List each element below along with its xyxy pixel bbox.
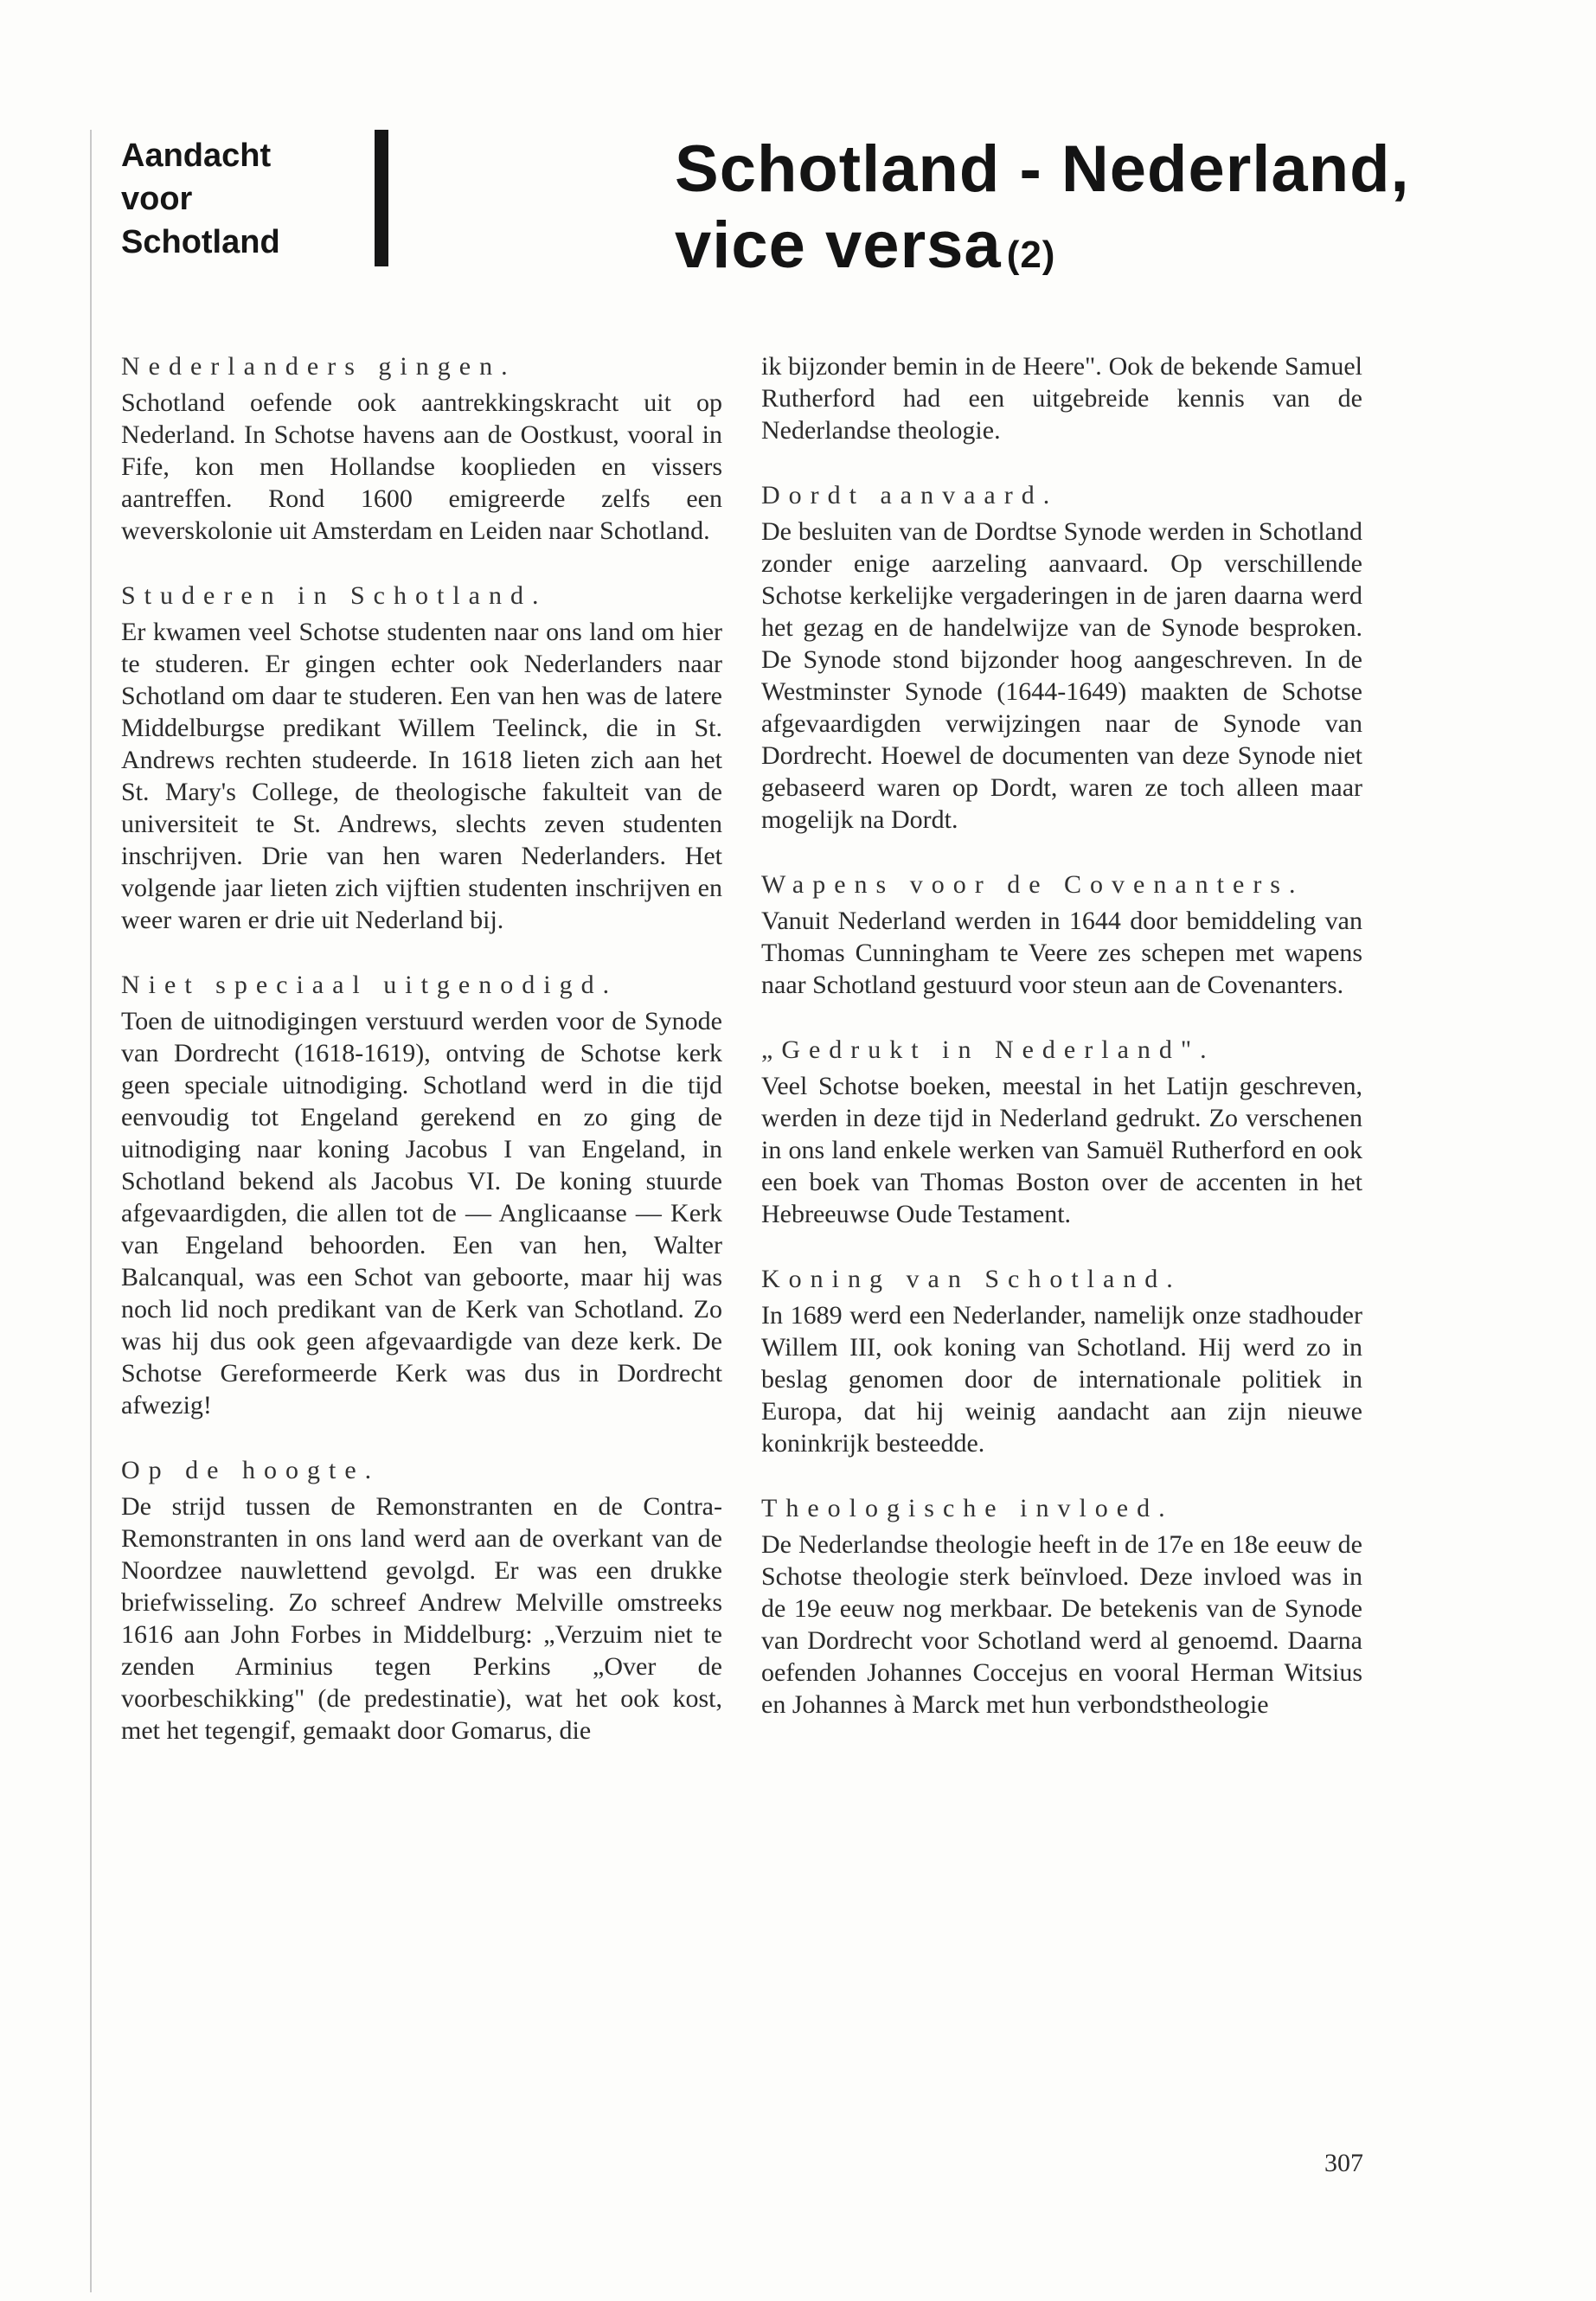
section-heading: Studeren in Schotland. [121, 581, 548, 610]
title-part-number: (2) [1006, 234, 1056, 276]
section-heading: Koning van Schotland. [761, 1265, 1182, 1293]
section-heading: Op de hoogte. [121, 1456, 381, 1484]
title-divider-bar [375, 130, 388, 266]
section-paragraph: Vanuit Nederland werden in 1644 door bemiddeling van Thomas Cunningham te Veere zes schepen met wapens naar Schotland gestuurd voor steun aan de Covenanters. [761, 907, 1362, 999]
section-kicker [121, 134, 346, 264]
section-paragraph: Er kwamen veel Schotse studenten naar ons land om hier te studeren. Er gingen echter ook Nederlanders naar Schotland om daar te studeren. Een van hen was de latere Middelburgse predikant Willem Teelinck, die in St. Andrews rechten studeerde. In 1618 lieten zich aan het St. Mary's College, de theologische fakulteit van de universiteit te St. Andrews, slechts zeven studenten inschrijven. Drie van hen waren Nederlanders. Het volgende jaar lieten zich vijftien studenten inschrijven en weer waren er drie uit Nederland bij. [121, 618, 722, 934]
article-title [675, 131, 1540, 293]
section-paragraph: De besluiten van de Dordtse Synode werden in Schotland zonder enige aarzeling aanvaard. Op verschillende Schotse kerkelijke vergaderingen in de jaren daarna werd het gezag en de handelwijze van de Synode besproken. De Synode stond bijzonder hoog aangeschreven. In de Westminster Synode (1644-1649) maakten de Schotse afgevaardigden verwijzingen naar de Synode van Dordrecht. Hoewel de documenten van deze Synode niet gebaseerd waren op Dordt, waren ze toch alleen maar mogelijk na Dordt. [761, 517, 1362, 834]
section-heading: Niet speciaal uitgenodigd. [121, 971, 619, 999]
section-heading: Theologische invloed. [761, 1494, 1174, 1522]
kicker-line: Aandacht [121, 138, 272, 174]
section-heading: Nederlanders gingen. [121, 352, 516, 381]
section-paragraph: De Nederlandse theologie heeft in de 17e en 18e eeuw de Schotse theologie sterk beïnvloed. Deze invloed was in de 19e eeuw nog merkbaar. De betekenis van de Synode van Dordrecht voor Schotland werd al genoemd. Daarna oefenden Johannes Coccejus en vooral Herman Witsius en Johannes à Marck met hun verbondstheologie [761, 1530, 1362, 1719]
section-paragraph: ik bijzonder bemin in de Heere". Ook de bekende Samuel Rutherford had een uitgebreide kennis van de Nederlandse theologie. [761, 352, 1362, 445]
kicker-line: Schotland [121, 224, 280, 260]
title-line-2 [675, 208, 1540, 293]
kicker-line: voor [121, 181, 193, 217]
section-paragraph: Toen de uitnodigingen verstuurd werden voor de Synode van Dordrecht (1618-1619), ontving de Schotse kerk geen speciale uitnodiging. Schotland werd in die tijd eenvoudig tot Engeland gerekend en zo ging de uitnodiging naar koning Jacobus I van Engeland, in Schotland bekend als Jacobus VI. De koning stuurde afgevaardigden, die allen tot de — Anglicaanse — Kerk van Engeland behoorden. Een van hen, Walter Balcanqual, was een Schot van geboorte, maar hij was noch lid noch predikant van de Kerk van Schotland. Zo was hij dus ook geen afgevaardigde van deze kerk. De Schotse Gereformeerde Kerk was dus in Dordrecht afwezig! [121, 1007, 722, 1420]
section-heading: „Gedrukt in Nederland". [761, 1035, 1215, 1064]
section-heading: Wapens voor de Covenanters. [761, 870, 1304, 899]
title-line-1: Schotland - Nederland, [675, 132, 1410, 206]
section-heading: Dordt aanvaard. [761, 481, 1059, 510]
section-paragraph: In 1689 werd een Nederlander, namelijk onze stadhouder Willem III, ook koning van Schotland. Hij werd zo in beslag genomen door de internationale politiek in Europa, dat hij weinig aandacht aan zijn nieuwe koninkrijk besteedde. [761, 1301, 1362, 1458]
title-text: vice versa [675, 208, 1002, 282]
left-column [121, 350, 722, 1747]
margin-rule [90, 130, 92, 2292]
section-paragraph: De strijd tussen de Remonstranten en de Contra-Remonstranten in ons land werd aan de overkant van de Noordzee nauwlettend gevolgd. Er was een drukke briefwisseling. Zo schreef Andrew Melville omstreeks 1616 aan John Forbes in Middelburg: „Verzuim niet te zenden Arminius tegen Perkins „Over de voorbeschikking" (de predestinatie), wat het ook kost, met het tegengif, gemaakt door Gomarus, die [121, 1492, 722, 1745]
page-number: 307 [1324, 2149, 1363, 2177]
section-paragraph: Veel Schotse boeken, meestal in het Latijn geschreven, werden in deze tijd in Nederland gedrukt. Zo verschenen in ons land enkele werken van Samuël Rutherford en ook een boek van Thomas Boston over de accenten in het Hebreeuwse Oude Testament. [761, 1072, 1362, 1228]
section-paragraph: Schotland oefende ook aantrekkingskracht uit op Nederland. In Schotse havens aan de Oostkust, vooral in Fife, kon men Hollandse kooplieden en vissers aantreffen. Rond 1600 emigreerde zelfs een weverskolonie uit Amsterdam en Leiden naar Schotland. [121, 388, 722, 545]
right-column [761, 350, 1362, 1721]
